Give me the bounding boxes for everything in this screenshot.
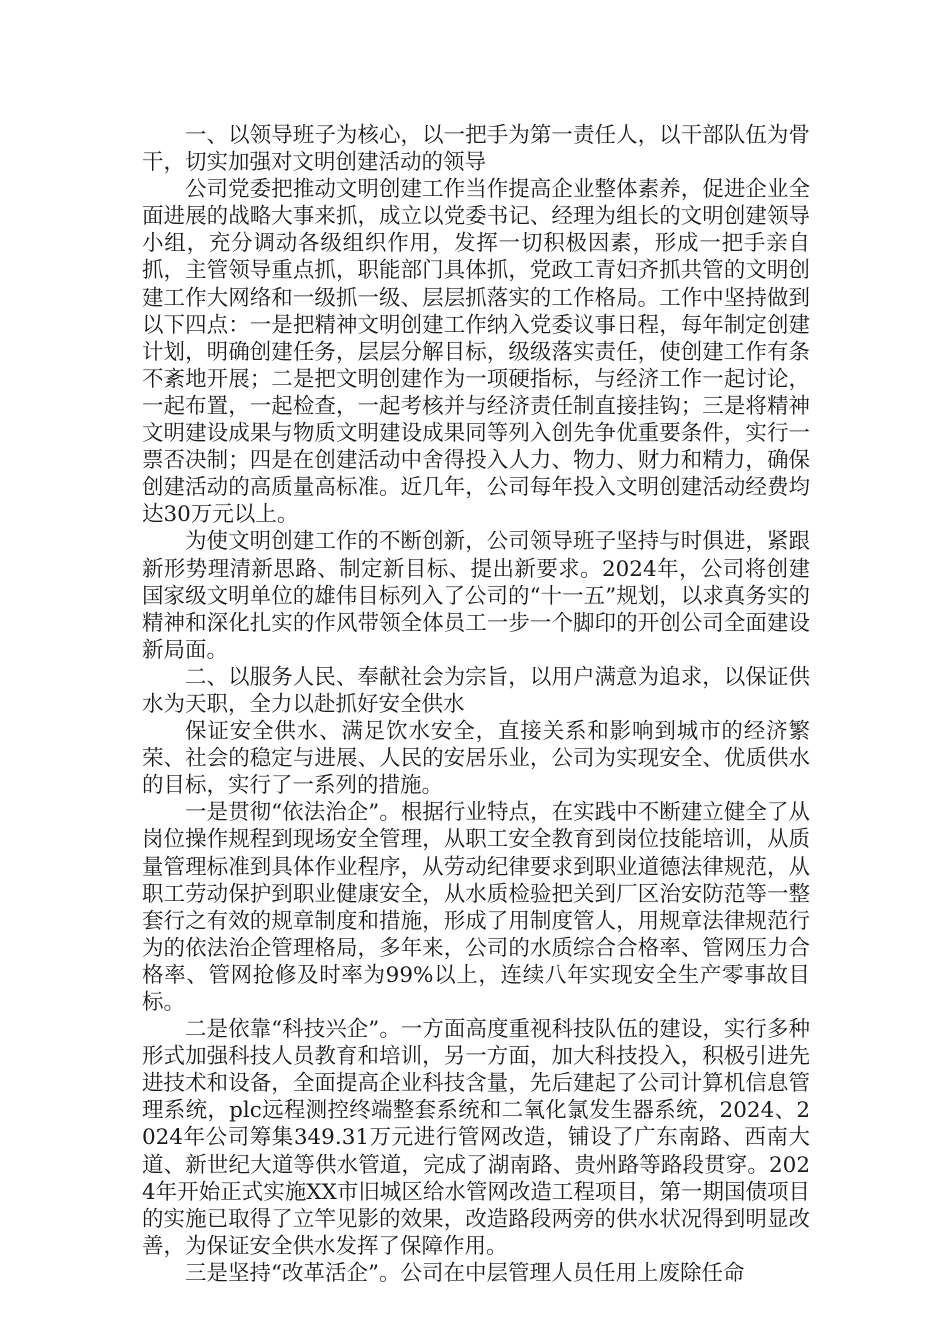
document-body bbox=[142, 122, 810, 1287]
section-heading-1: 一、以领导班子为核心，以一把手为第一责任人，以干部队伍为骨干，切实加强对文明创建活动的领导 bbox=[142, 123, 810, 176]
body-paragraph: 一是贯彻“依法治企”。根据行业特点，在实践中不断建立健全了从岗位操作规程到现场安全管理，从职工安全教育到岗位技能培训，从质量管理标准到具体作业程序，从劳动纪律要求到职业道德法律规范，从职工劳动保护到职业健康安全，从水质检验把关到厂区治安防范等一整套行之有效的规章制度和措施，形成了用制度管人，用规章法律规范行为的依法治企管理格局，多年来，公司的水质综合合格率、管网压力合格率、管网抢修及时率为99%以上，连续八年实现安全生产零事故目标。 bbox=[142, 800, 810, 1015]
body-paragraph: 保证安全供水、满足饮水安全，直接关系和影响到城市的经济繁荣、社会的稳定与进展、人民的安居乐业，公司为实现安全、优质供水的目标，实行了一系列的措施。 bbox=[142, 719, 810, 799]
section-heading-2: 二、以服务人民、奉献社会为宗旨，以用户满意为追求，以保证供水为天职，全力以赴抓好安全供水 bbox=[142, 664, 810, 717]
body-paragraph: 三是坚持“改革活企”。公司在中层管理人员任用上废除任命 bbox=[185, 1260, 745, 1286]
body-paragraph: 公司党委把推动文明创建工作当作提高企业整体素养，促进企业全面进展的战略大事来抓，成立以党委书记、经理为组长的文明创建领导小组，充分调动各级组织作用，发挥一切积极因素，形成一把手亲自抓，主管领导重点抓，职能部门具体抓，党政工青妇齐抓共管的文明创建工作大网络和一级抓一级、层层抓落实的工作格局。工作中坚持做到以下四点：一是把精神文明创建工作纳入党委议事日程，每年制定创建计划，明确创建任务，层层分解目标，级级落实责任，使创建工作有条不紊地开展；二是把文明创建作为一项硬指标，与经济工作一起讨论，一起布置，一起检查，一起考核并与经济责任制直接挂钩；三是将精神文明建设成果与物质文明建设成果同等列入创先争优重要条件，实行一票否决制；四是在创建活动中舍得投入人力、物力、财力和精力，确保创建活动的高质量高标准。近几年，公司每年投入文明创建活动经费均达30万元以上。 bbox=[142, 177, 810, 528]
body-paragraph: 二是依靠“科技兴企”。一方面高度重视科技队伍的建设，实行多种形式加强科技人员教育和培训，另一方面，加大科技投入，积极引进先进技术和设备，全面提高企业科技含量，先后建起了公司计算机信息管理系统，plc远程测控终端整套系统和二氧化氯发生器系统，2024、2024年公司筹集349.31万元进行管网改造，铺设了广东南路、西南大道、新世纪大道等供水管道，完成了湖南路、贵州路等路段贯穿。2024年开始正式实施XX市旧城区给水管网改造工程项目，第一期国债项目的实施已取得了立竿见影的效果，改造路段两旁的供水状况得到明显改善，为保证安全供水发挥了保障作用。 bbox=[142, 1017, 810, 1259]
body-paragraph: 为使文明创建工作的不断创新，公司领导班子坚持与时俱进，紧跟新形势理清新思路、制定新目标、提出新要求。2024年，公司将创建国家级文明单位的雄伟目标列入了公司的“十一五”规划，以求真务实的精神和深化扎实的作风带领全体员工一步一个脚印的开创公司全面建设新局面。 bbox=[142, 529, 810, 663]
